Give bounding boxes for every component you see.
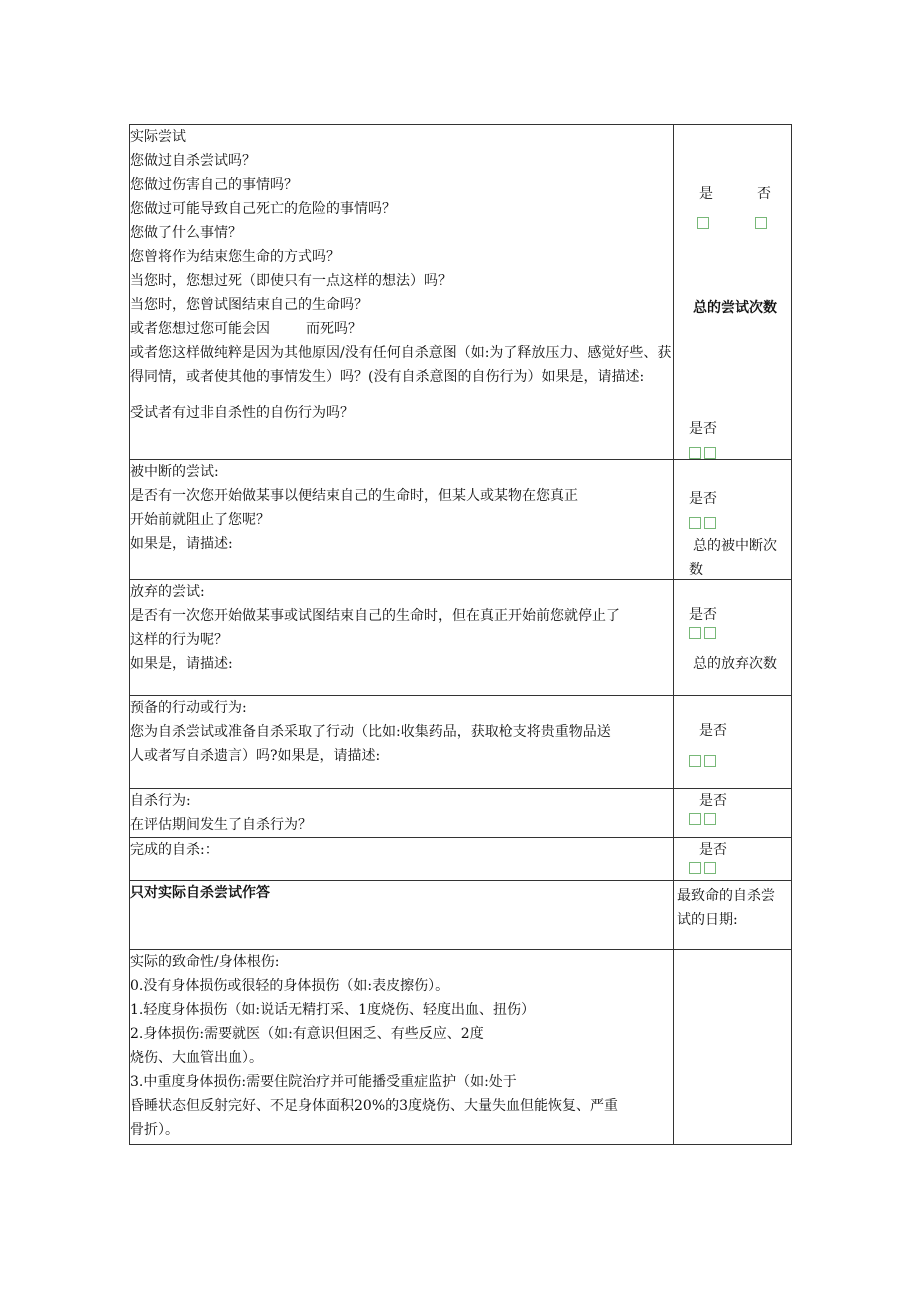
no-checkbox[interactable]	[704, 813, 716, 825]
section-title-interrupted: 被中断的尝试:	[130, 464, 219, 480]
most-lethal-date-cell	[674, 881, 792, 950]
total-interrupted-label: 总的被中断次	[693, 538, 777, 554]
section-title-lethality: 实际的致命性/身体根伤:	[130, 954, 280, 970]
yes-no-label: 是否	[689, 421, 717, 437]
no-checkbox[interactable]	[704, 862, 716, 874]
lethality-option-2: 2.身体损伤:需要就医（如:有意识但困乏、有些反应、2度	[130, 1026, 484, 1042]
completed-suicide-answers	[674, 838, 792, 881]
question-line: 您为自杀尝试或准备自杀采取了行动（比如:收集药品，获取枪支将贵重物品送	[130, 724, 611, 740]
question-line: 开始前就阻止了您呢？	[130, 512, 270, 528]
yes-checkbox[interactable]	[689, 517, 701, 529]
aborted-attempt-questions	[130, 580, 674, 696]
question-line: 您做过自杀尝试吗？	[130, 153, 256, 169]
most-lethal-date-label-cont: 试的日期:	[677, 912, 738, 928]
row-actual-attempt	[130, 125, 792, 460]
section-title-preparatory: 预备的行动或行为:	[130, 700, 247, 716]
total-aborted-label: 总的放弃次数	[693, 656, 777, 672]
lethality-option-0: 0.没有身体损伤或很轻的身体损伤（如:表皮擦伤）。	[130, 978, 450, 994]
section-title-suicidal-behavior: 自杀行为:	[130, 793, 191, 809]
row-completed-suicide	[130, 838, 792, 881]
question-nonsuicidal: 受试者有过非自杀性的自伤行为吗？	[130, 405, 354, 421]
lethality-option-2-cont: 烧伤、大血管出血）。	[130, 1050, 263, 1066]
question-line: 人或者写自杀遗言）吗?如果是，请描述:	[130, 748, 381, 764]
row-aborted-attempt	[130, 580, 792, 696]
aborted-attempt-answers	[674, 580, 792, 696]
actual-attempt-questions	[130, 125, 674, 460]
question-line: 这样的行为呢？	[130, 632, 228, 648]
no-label: 否	[757, 186, 771, 202]
lethality-option-1: 1.轻度身体损伤（如:说话无精打采、1度烧伤、轻度出血、扭伤）	[130, 1002, 535, 1018]
actual-only-heading: 只对实际自杀尝试作答	[130, 885, 270, 901]
suicidal-behavior-answers	[674, 789, 792, 838]
no-checkbox[interactable]	[704, 447, 716, 459]
total-attempts-label: 总的尝试次数	[693, 300, 777, 316]
yes-no-label: 是否	[689, 491, 717, 507]
yes-checkbox[interactable]	[689, 862, 701, 874]
question-line: 是否有一次您开始做某事或试图结束自己的生命时，但在真正开始前您就停止了	[130, 608, 620, 624]
question-line: 或者您想过您可能会因 而死吗？	[130, 321, 362, 337]
assessment-table	[129, 124, 792, 1145]
actual-only-heading-cell	[130, 881, 674, 950]
row-preparatory-acts	[130, 696, 792, 789]
lethality-scale-cell	[130, 950, 674, 1145]
question-line: 当您时，您想过死（即使只有一点这样的想法）吗？	[130, 273, 452, 289]
yes-no-label: 是否	[689, 607, 717, 623]
total-interrupted-label-cont: 数	[689, 562, 703, 578]
interrupted-attempt-answers	[674, 460, 792, 580]
yes-checkbox[interactable]	[689, 813, 701, 825]
actual-attempt-answers	[674, 125, 792, 460]
section-title-completed: 完成的自杀:：	[130, 842, 219, 858]
question-line: 当您时，您曾试图结束自己的生命吗？	[130, 297, 368, 313]
section-title-aborted: 放弃的尝试:	[130, 584, 205, 600]
row-suicidal-behavior	[130, 789, 792, 838]
question-line: 您做过可能导致自己死亡的危险的事情吗？	[130, 201, 396, 217]
no-checkbox[interactable]	[704, 517, 716, 529]
suicidal-behavior-questions	[130, 789, 674, 838]
no-checkbox[interactable]	[704, 755, 716, 767]
row-actual-only-heading	[130, 881, 792, 950]
question-line: 您做过伤害自己的事情吗？	[130, 177, 298, 193]
section-title-actual-attempt: 实际尝试	[130, 129, 186, 145]
lethality-option-3-cont: 昏睡状态但反射完好、不足身体面积20%的3度烧伤、大量失血但能恢复、严重	[130, 1098, 619, 1114]
question-line: 您做了什么事情？	[130, 225, 242, 241]
row-interrupted-attempt	[130, 460, 792, 580]
completed-suicide-questions	[130, 838, 674, 881]
yes-no-label: 是否	[699, 793, 727, 809]
question-line: 如果是，请描述:	[130, 656, 233, 672]
question-reason: 或者您这样做纯粹是因为其他原因/没有任何自杀意图（如:为了释放压力、感觉好些、获得同情，或者使其他的事情发生）吗？(没有自杀意图的自伤行为）如果是，请描述:	[130, 345, 672, 385]
question-line: 如果是，请描述:	[130, 536, 233, 552]
row-lethality	[130, 950, 792, 1145]
yes-label: 是	[699, 186, 713, 202]
yes-no-label: 是否	[699, 842, 727, 858]
lethality-option-3-cont: 骨折）。	[130, 1122, 179, 1138]
yes-no-label: 是否	[699, 723, 727, 739]
question-line: 是否有一次您开始做某事以便结束自己的生命时，但某人或某物在您真正	[130, 488, 578, 504]
no-checkbox[interactable]	[755, 217, 767, 229]
most-lethal-date-label: 最致命的自杀尝	[677, 888, 775, 904]
lethality-option-3: 3.中重度身体损伤:需要住院治疗并可能播受重症监护（如:处于	[130, 1074, 517, 1090]
no-checkbox[interactable]	[704, 627, 716, 639]
preparatory-questions	[130, 696, 674, 789]
question-line: 在评估期间发生了自杀行为？	[130, 817, 312, 833]
yes-checkbox[interactable]	[689, 755, 701, 767]
interrupted-attempt-questions	[130, 460, 674, 580]
lethality-answer-cell[interactable]	[674, 950, 792, 1145]
question-line: 您曾将作为结束您生命的方式吗？	[130, 249, 340, 265]
yes-checkbox[interactable]	[697, 217, 709, 229]
yes-checkbox[interactable]	[689, 627, 701, 639]
preparatory-answers	[674, 696, 792, 789]
yes-checkbox[interactable]	[689, 447, 701, 459]
